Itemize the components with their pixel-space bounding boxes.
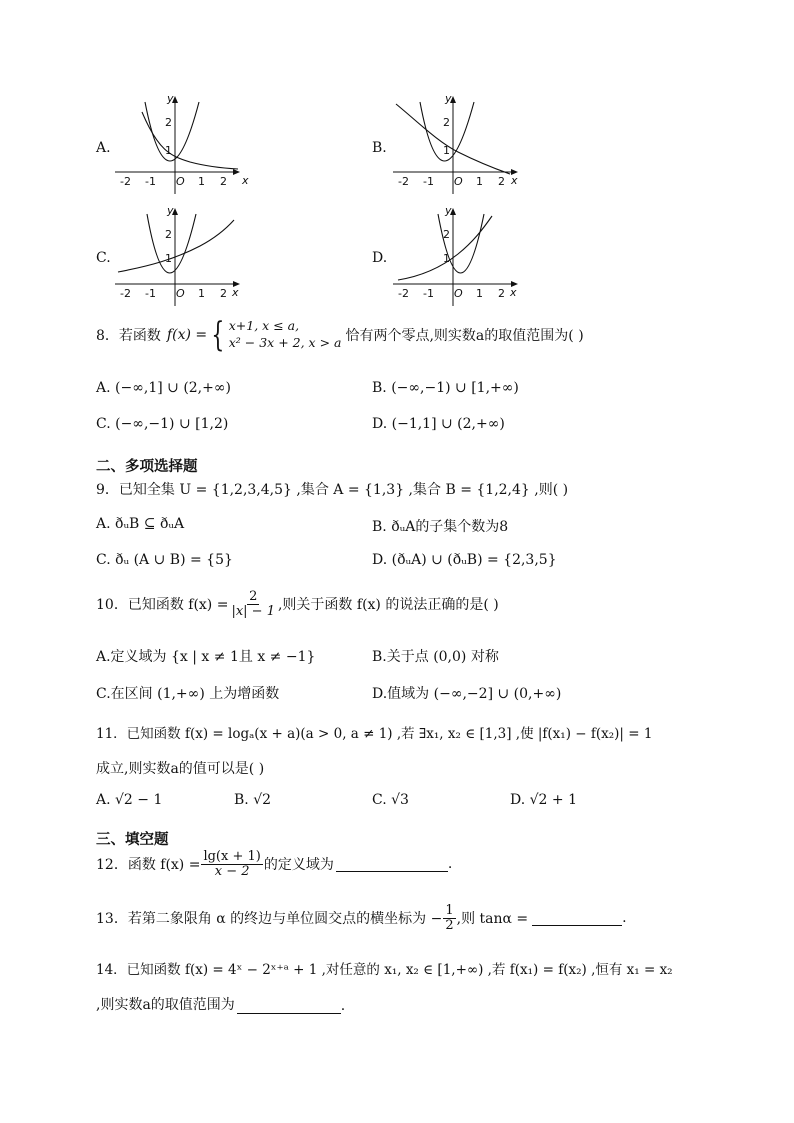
svg-text:-2: -2 [398, 175, 409, 188]
graph-d-label: D. [372, 250, 388, 266]
y-axis-label: y [167, 92, 174, 105]
q10-option-b[interactable]: B.关于点 (0,0) 对称 [372, 649, 499, 665]
fraction: $\frac{\lg(x + 1)}{x - 2}$ [203, 849, 261, 879]
graph-b-label: B. [372, 140, 387, 156]
q10-option-d[interactable]: D.值域为 (−∞,−2] ∪ (0,+∞) [372, 686, 562, 702]
svg-text:-2: -2 [120, 287, 131, 300]
svg-text:2: 2 [443, 116, 450, 129]
svg-text:2: 2 [498, 287, 505, 300]
graph-a-label: A. [96, 140, 111, 156]
svg-text:2: 2 [220, 175, 227, 188]
q8-option-d[interactable]: D. (−1,1] ∪ (2,+∞) [372, 416, 505, 432]
svg-text:x: x [232, 286, 239, 299]
svg-text:2: 2 [220, 287, 227, 300]
graph-c [110, 204, 250, 308]
answer-blank[interactable] [237, 998, 341, 1014]
svg-text:y: y [445, 204, 452, 217]
svg-text:2: 2 [443, 228, 450, 241]
q11-option-d[interactable]: D. √2 + 1 [510, 792, 577, 808]
graph-a [110, 92, 250, 196]
piecewise-cases: x+1, x ≤ a, x² − 3x + 2, x > a [228, 318, 342, 350]
graph-c-label: C. [96, 250, 111, 266]
svg-text:-1: -1 [423, 175, 434, 188]
q14-stem-continued: ,则实数a的取值范围为 . [96, 997, 346, 1014]
svg-text:2: 2 [165, 228, 172, 241]
q11-option-b[interactable]: B. √2 [234, 792, 272, 808]
answer-blank[interactable] [532, 910, 622, 926]
q12-stem: 12．函数 f(x) = $\frac{\lg(x + 1)}{x - 2}$ 的定义域为 . [96, 849, 453, 879]
brace: { [211, 315, 225, 355]
svg-text:1: 1 [476, 287, 483, 300]
svg-text:1: 1 [476, 175, 483, 188]
q10-stem: 10．已知函数 f(x) = $\frac{2}{|x| - 1}$ ,则关于函数 f(x) 的说法正确的是( ) [96, 589, 499, 619]
fraction: $\frac{1}{2}$ [445, 903, 454, 933]
svg-text:2: 2 [165, 116, 172, 129]
q9-option-a[interactable]: A. ðᵤB ⊆ ðᵤA [96, 516, 185, 532]
q8-option-a[interactable]: A. (−∞,1] ∪ (2,+∞) [96, 380, 231, 396]
section-title-fill-in: 三、填空题 [96, 831, 169, 848]
q8-option-b[interactable]: B. (−∞,−1) ∪ [1,+∞) [372, 380, 519, 396]
q11-stem: 11．已知函数 f(x) = logₐ(x + a)(a > 0, a ≠ 1) ,若 ∃x₁, x₂ ∈ [1,3] ,使 |f(x₁) − f(x₂)| = 1 [96, 726, 653, 742]
q8-option-c[interactable]: C. (−∞,−1) ∪ [1,2) [96, 416, 229, 432]
svg-text:-1: -1 [145, 175, 156, 188]
svg-text:1: 1 [443, 252, 450, 265]
q8-stem: 8．若函数 f(x) = { x+1, x ≤ a, x² − 3x + 2, x > a 恰有两个零点,则实数a的取值范围为( ) [96, 315, 584, 355]
q9-option-c[interactable]: C. ðᵤ (A ∪ B) = {5} [96, 552, 233, 568]
section-title-multiple-choice: 二、多项选择题 [96, 458, 198, 475]
svg-text:x: x [510, 286, 517, 299]
q9-option-d[interactable]: D. (ðᵤA) ∪ (ðᵤB) = {2,3,5} [372, 552, 557, 568]
svg-text:2: 2 [498, 175, 505, 188]
svg-text:O: O [176, 287, 185, 300]
svg-text:O: O [454, 175, 463, 188]
q11-option-a[interactable]: A. √2 − 1 [96, 792, 163, 808]
svg-text:1: 1 [165, 144, 172, 157]
q11-option-c[interactable]: C. √3 [372, 792, 409, 808]
q14-stem: 14．已知函数 f(x) = 4ˣ − 2ˣ⁺ᵃ + 1 ,对任意的 x₁, x₂ ∈ [1,+∞) ,若 f(x₁) = f(x₂) ,恒有 x₁ = x₂ [96, 962, 673, 978]
svg-text:-2: -2 [398, 287, 409, 300]
q9-stem: 9．已知全集 U = {1,2,3,4,5} ,集合 A = {1,3} ,集合 B = {1,2,4} ,则( ) [96, 482, 569, 498]
svg-text:y: y [445, 92, 452, 105]
svg-text:O: O [454, 287, 463, 300]
svg-text:1: 1 [165, 252, 172, 265]
graph-b [388, 92, 528, 196]
q10-option-a[interactable]: A.定义域为 {x | x ≠ 1且 x ≠ −1} [96, 649, 316, 665]
q13-stem: 13．若第二象限角 α 的终边与单位圆交点的横坐标为 − $\frac{1}{2}$ ,则 tanα = . [96, 903, 627, 933]
q10-option-c[interactable]: C.在区间 (1,+∞) 上为增函数 [96, 686, 280, 702]
svg-text:-1: -1 [145, 287, 156, 300]
svg-text:-2: -2 [120, 175, 131, 188]
fraction: $\frac{2}{|x| - 1}$ [231, 589, 275, 619]
answer-blank[interactable] [336, 856, 448, 872]
svg-text:1: 1 [198, 287, 205, 300]
graph-d [388, 204, 528, 308]
svg-text:O: O [176, 175, 185, 188]
x-axis-label: x [242, 174, 249, 187]
svg-text:1: 1 [198, 175, 205, 188]
q9-option-b[interactable]: B. ðᵤA的子集个数为8 [372, 519, 509, 535]
svg-text:1: 1 [443, 144, 450, 157]
q11-stem-continued: 成立,则实数a的值可以是( ) [96, 761, 265, 777]
svg-text:-1: -1 [423, 287, 434, 300]
svg-text:x: x [511, 174, 518, 187]
svg-text:y: y [167, 204, 174, 217]
